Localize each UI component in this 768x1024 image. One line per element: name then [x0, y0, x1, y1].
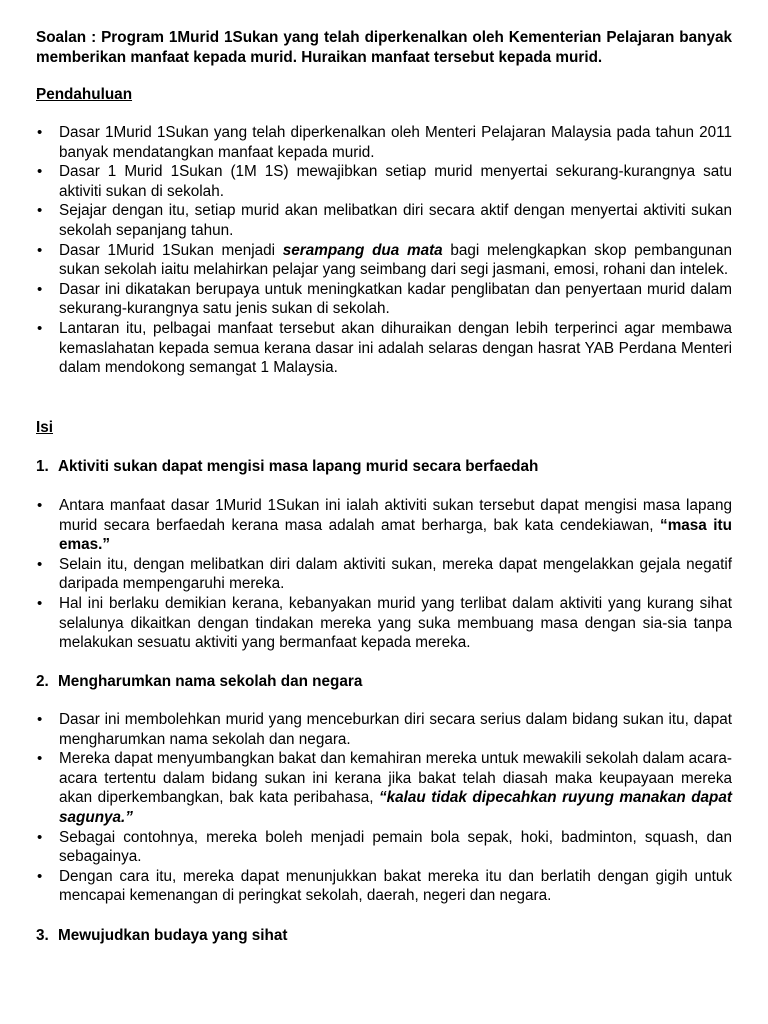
- section-1-list: [36, 496, 732, 653]
- list-item: • Dasar 1Murid 1Sukan yang telah diperkenalkan oleh Menteri Pelajaran Malaysia pada tahun 2011 banyak mendatangkan manfaat kepada murid.: [36, 123, 732, 162]
- list-item: • Sebagai contohnya, mereka boleh menjadi pemain bola sepak, hoki, badminton, squash, dan sebagainya.: [36, 828, 732, 867]
- list-item: • Dasar ini membolehkan murid yang menceburkan diri secara serius dalam bidang sukan itu, dapat mengharumkan nama sekolah dan negara.: [36, 710, 732, 749]
- heading-isi: Isi: [36, 419, 54, 436]
- section-3-title: 3. Mewujudkan budaya yang sihat: [36, 927, 288, 944]
- list-item: • Dasar 1 Murid 1Sukan (1M 1S) mewajibkan setiap murid menyertai sekurang-kurangnya satu aktiviti sukan di sekolah.: [36, 162, 732, 201]
- list-item: • Dengan cara itu, mereka dapat menunjukkan bakat mereka itu dan berlatih dengan gigih untuk mencapai kemenangan di peringkat sekolah, daerah, negeri dan negara.: [36, 867, 732, 906]
- section-2-list: [36, 710, 732, 906]
- list-item: • Antara manfaat dasar 1Murid 1Sukan ini ialah aktiviti sukan tersebut dapat mengisi masa lapang murid secara berfaedah kerana masa adalah amat berharga, bak kata cendekiawan, “masa itu emas.”: [36, 496, 732, 555]
- list-item: • Lantaran itu, pelbagai manfaat tersebut akan dihuraikan dengan lebih terperinci agar membawa kemaslahatan kepada semua kerana dasar ini adalah selaras dengan hasrat YAB Perdana Menteri dalam mendokong semangat 1 Malaysia.: [36, 319, 732, 378]
- question-text: Soalan : Program 1Murid 1Sukan yang telah diperkenalkan oleh Kementerian Pelajaran banyak memberikan manfaat kepada murid. Huraikan manfaat tersebut kepada murid.: [36, 29, 732, 66]
- list-item: • Dasar 1Murid 1Sukan menjadi serampang dua mata bagi melengkapkan skop pembangunan sukan sekolah iaitu melahirkan pelajar yang seimbang dari segi jasmani, emosi, rohani dan intelek.: [36, 241, 732, 280]
- section-2-title: 2. Mengharumkan nama sekolah dan negara: [36, 673, 363, 690]
- list-item: • Dasar ini dikatakan berupaya untuk meningkatkan kadar penglibatan dan penyertaan murid dalam sekurang-kurangnya satu jenis sukan di sekolah.: [36, 280, 732, 319]
- heading-pendahuluan: Pendahuluan: [36, 86, 133, 103]
- list-item: • Mereka dapat menyumbangkan bakat dan kemahiran mereka untuk mewakili sekolah dalam acara-acara tertentu dalam bidang sukan ini kerana jika bakat telah diasah maka keupayaan mereka akan diperkembangkan, bak kata peribahasa, “kalau tidak dipecahkan ruyung manakan dapat sagunya.”: [36, 749, 732, 827]
- list-item: • Sejajar dengan itu, setiap murid akan melibatkan diri secara aktif dengan menyertai aktiviti sukan sekolah sepanjang tahun.: [36, 201, 732, 240]
- pendahuluan-list: [36, 123, 732, 378]
- section-1-title: 1. Aktiviti sukan dapat mengisi masa lapang murid secara berfaedah: [36, 458, 539, 475]
- list-item: • Selain itu, dengan melibatkan diri dalam aktiviti sukan, mereka dapat mengelakkan gejala negatif daripada mempengaruhi mereka.: [36, 555, 732, 594]
- list-item: • Hal ini berlaku demikian kerana, kebanyakan murid yang terlibat dalam aktiviti yang kurang sihat selalunya dikaitkan dengan tindakan mereka yang suka membuang masa dengan sia-sia tanpa melakukan sesuatu aktiviti yang bermanfaat kepada mereka.: [36, 594, 732, 653]
